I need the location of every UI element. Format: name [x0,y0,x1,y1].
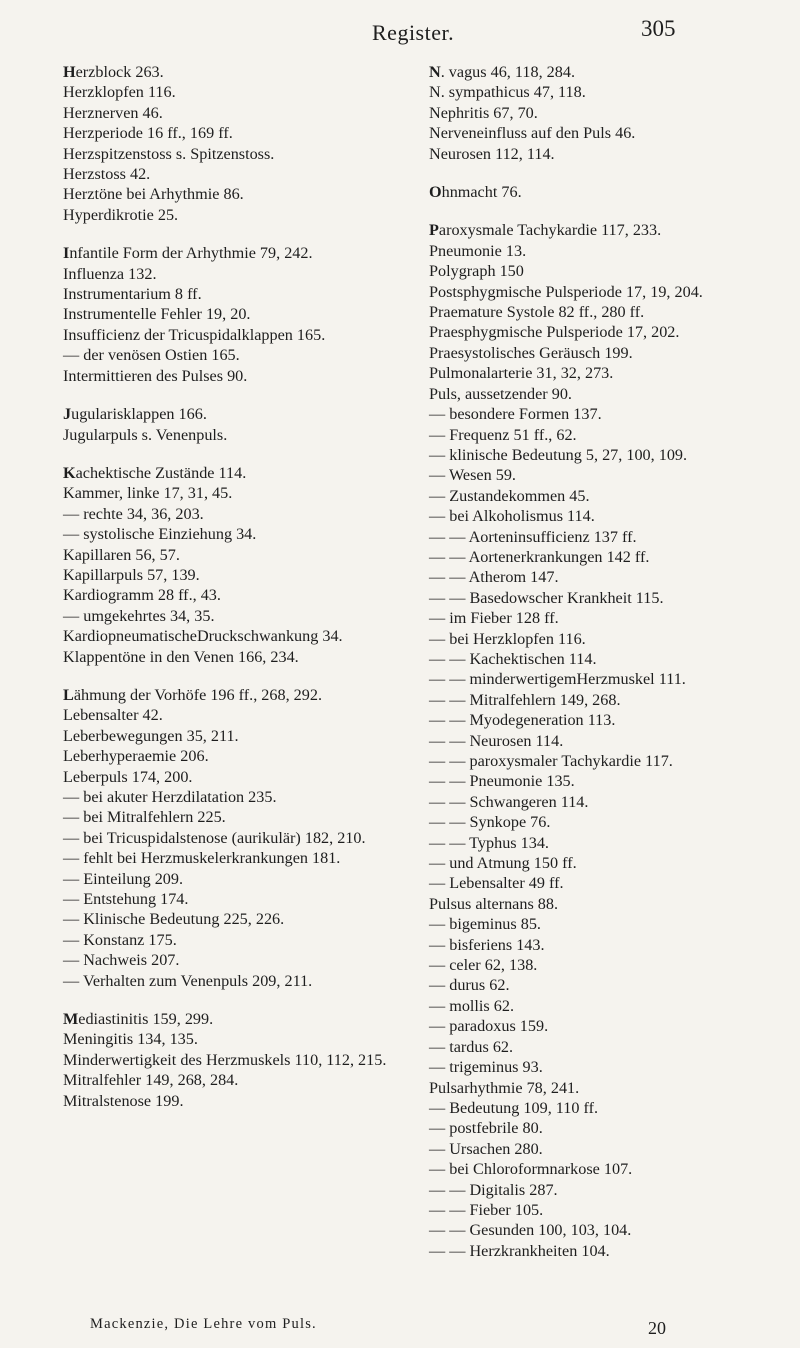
index-letter-group [429,62,774,164]
index-entry: — trigeminus 93. [429,1058,543,1077]
group-initial-letter: M [63,1010,79,1029]
index-entry: — — Neurosen 114. [429,731,564,750]
index-entry: — bigeminus 85. [429,915,541,934]
sheet-signature: 20 [648,1318,666,1338]
index-entry: — Zustandekommen 45. [429,486,590,505]
index-entry: Leberbewegungen 35, 211. [63,726,239,745]
group-initial-letter: L [63,685,74,704]
index-entry: — — Basedowscher Krankheit 115. [429,588,664,607]
index-entry: — — Synkope 76. [429,813,551,832]
index-letter-group [63,62,406,225]
index-entry: Ohnmacht 76. [429,183,522,202]
index-entry: KardiopneumatischeDruckschwankung 34. [63,627,343,646]
index-entry: Praemature Systole 82 ff., 280 ff. [429,303,645,322]
index-entry: Nerveneinfluss auf den Puls 46. [429,124,636,143]
index-column-left [63,62,406,1129]
index-entry: Herzspitzenstoss s. Spitzenstoss. [63,144,275,163]
index-entry: — Konstanz 175. [63,930,177,949]
index-entry: Mitralstenose 199. [63,1091,184,1110]
index-entry: Pneumonie 13. [429,241,527,260]
index-entry: Minderwertigkeit des Herzmuskels 110, 112, 215. [63,1050,387,1069]
group-initial-letter: J [63,405,72,424]
index-entry: Leberpuls 174, 200. [63,767,193,786]
index-entry: — paradoxus 159. [429,1017,549,1036]
index-entry: — bisferiens 143. [429,935,545,954]
index-entry: — — Gesunden 100, 103, 104. [429,1221,632,1240]
index-entry: Praesystolisches Geräusch 199. [429,343,633,362]
index-entry: Instrumentarium 8 ff. [63,285,202,304]
group-initial-letter: N [429,63,441,81]
index-entry: — rechte 34, 36, 203. [63,504,204,523]
group-initial-letter: K [63,463,76,482]
index-entry: Mitralfehler 149, 268, 284. [63,1071,239,1090]
index-entry: Kapillarpuls 57, 139. [63,565,200,584]
index-entry: Praesphygmische Pulsperiode 17, 202. [429,323,680,342]
index-entry: Neurosen 112, 114. [429,144,555,163]
index-entry: Leberhyperaemie 206. [63,747,209,766]
index-entry: — bei Chloroformnarkose 107. [429,1160,633,1179]
index-entry: — bei Tricuspidalstenose (aurikulär) 182, 210. [63,828,366,847]
index-entry: Kardiogramm 28 ff., 43. [63,586,221,605]
index-entry: Pulsarhythmie 78, 241. [429,1078,580,1097]
index-entry: — Verhalten zum Venenpuls 209, 211. [63,971,313,990]
index-entry: — — Aortenerkrankungen 142 ff. [429,547,650,566]
index-entry: — umgekehrtes 34, 35. [63,606,215,625]
index-entry: — — Kachektischen 114. [429,649,597,668]
index-entry: — klinische Bedeutung 5, 27, 100, 109. [429,445,688,464]
index-entry: — bei Herzklopfen 116. [429,629,586,648]
index-letter-group [429,220,774,1261]
index-entry: — tardus 62. [429,1037,514,1056]
index-entry: Hyperdikrotie 25. [63,205,179,224]
index-entry: Paroxysmale Tachykardie 117, 233. [429,221,662,240]
index-entry: — Frequenz 51 ff., 62. [429,425,577,444]
index-entry: Herznerven 46. [63,103,163,122]
group-initial-letter: I [63,244,70,263]
index-entry: — mollis 62. [429,996,514,1015]
index-entry: Infantile Form der Arhythmie 79, 242. [63,244,313,263]
index-entry: — — Pneumonie 135. [429,772,575,791]
index-entry: — der venösen Ostien 165. [63,346,240,365]
index-entry: Nephritis 67, 70. [429,103,538,122]
index-entry: — besondere Formen 137. [429,405,602,424]
page-number: 305 [641,16,676,41]
index-entry: Polygraph 150 [429,262,524,281]
index-entry: Lähmung der Vorhöfe 196 ff., 268, 292. [63,685,322,704]
index-entry: — — Mitralfehlern 149, 268. [429,690,621,709]
index-entry: — Klinische Bedeutung 225, 226. [63,910,285,929]
index-entry: — — Typhus 134. [429,833,549,852]
index-entry: — bei Mitralfehlern 225. [63,808,226,827]
index-entry: — fehlt bei Herzmuskelerkrankungen 181. [63,849,341,868]
index-letter-group [63,685,406,991]
index-letter-group [63,404,406,445]
index-entry: Jugularpuls s. Venenpuls. [63,425,228,444]
index-entry: — — Atherom 147. [429,568,559,587]
index-entry: — bei akuter Herzdilatation 235. [63,788,277,806]
index-entry: Pulsus alternans 88. [429,894,559,913]
index-entry: — — paroxysmaler Tachykardie 117. [429,752,673,770]
index-letter-group [429,182,774,202]
index-entry: — bei Alkoholismus 114. [429,507,595,526]
index-entry: — — Digitalis 287. [429,1180,558,1199]
index-entry: Kapillaren 56, 57. [63,545,180,564]
index-entry: Klappentöne in den Venen 166, 234. [63,647,299,666]
group-initial-letter: O [429,183,442,202]
index-entry: Herztöne bei Arhythmie 86. [63,185,244,204]
index-entry: Pulmonalarterie 31, 32, 273. [429,364,614,383]
index-entry: Herzklopfen 116. [63,83,176,102]
index-entry: Postsphygmische Pulsperiode 17, 19, 204. [429,282,703,301]
index-entry: — im Fieber 128 ff. [429,609,559,628]
index-entry: Herzstoss 42. [63,165,151,184]
running-title: Register. [372,20,455,45]
index-entry: — Entstehung 174. [63,890,189,909]
index-entry: Meningitis 134, 135. [63,1030,198,1049]
index-entry: — Bedeutung 109, 110 ff. [429,1098,599,1117]
index-entry: Herzblock 263. [63,63,164,81]
index-entry: — Einteilung 209. [63,869,184,888]
index-entry: — Nachweis 207. [63,951,180,970]
index-entry: — — Schwangeren 114. [429,792,589,811]
index-entry: — Wesen 59. [429,466,516,485]
group-initial-letter: H [63,63,76,81]
index-entry: — — Myodegeneration 113. [429,711,616,730]
index-entry: — — Aorteninsufficienz 137 ff. [429,527,637,546]
index-entry: Insufficienz der Tricuspidalklappen 165. [63,325,326,344]
index-entry: — systolische Einziehung 34. [63,525,257,544]
index-entry: Mediastinitis 159, 299. [63,1010,214,1029]
index-entry: Kachektische Zustände 114. [63,463,247,482]
index-entry: — — Fieber 105. [429,1200,544,1219]
index-entry: Intermittieren des Pulses 90. [63,366,248,385]
index-entry: Herzperiode 16 ff., 169 ff. [63,124,233,143]
index-entry: — celer 62, 138. [429,956,538,975]
index-entry: — postfebrile 80. [429,1119,543,1138]
index-entry: Instrumentelle Fehler 19, 20. [63,305,251,324]
index-entry: — durus 62. [429,976,510,995]
index-entry: Lebensalter 42. [63,706,163,725]
publication-imprint: Mackenzie, Die Lehre vom Puls. [90,1316,317,1332]
index-entry: — und Atmung 150 ff. [429,854,577,873]
page-header [0,14,800,54]
index-entry: — — minderwertigemHerzmuskel 111. [429,670,686,689]
index-entry: — Ursachen 280. [429,1139,543,1158]
index-letter-group [63,243,406,386]
index-entry: N. vagus 46, 118, 284. [429,63,575,81]
index-letter-group [63,463,406,667]
index-entry: — Lebensalter 49 ff. [429,874,564,893]
index-letter-group [63,1009,406,1111]
index-entry: Jugularisklappen 166. [63,405,207,424]
group-initial-letter: P [429,221,439,240]
index-entry: N. sympathicus 47, 118. [429,83,586,102]
index-entry: Influenza 132. [63,264,157,283]
index-entry: Kammer, linke 17, 31, 45. [63,484,233,503]
index-column-right [429,62,774,1279]
index-entry: Puls, aussetzender 90. [429,384,572,403]
index-entry: — — Herzkrankheiten 104. [429,1241,610,1260]
